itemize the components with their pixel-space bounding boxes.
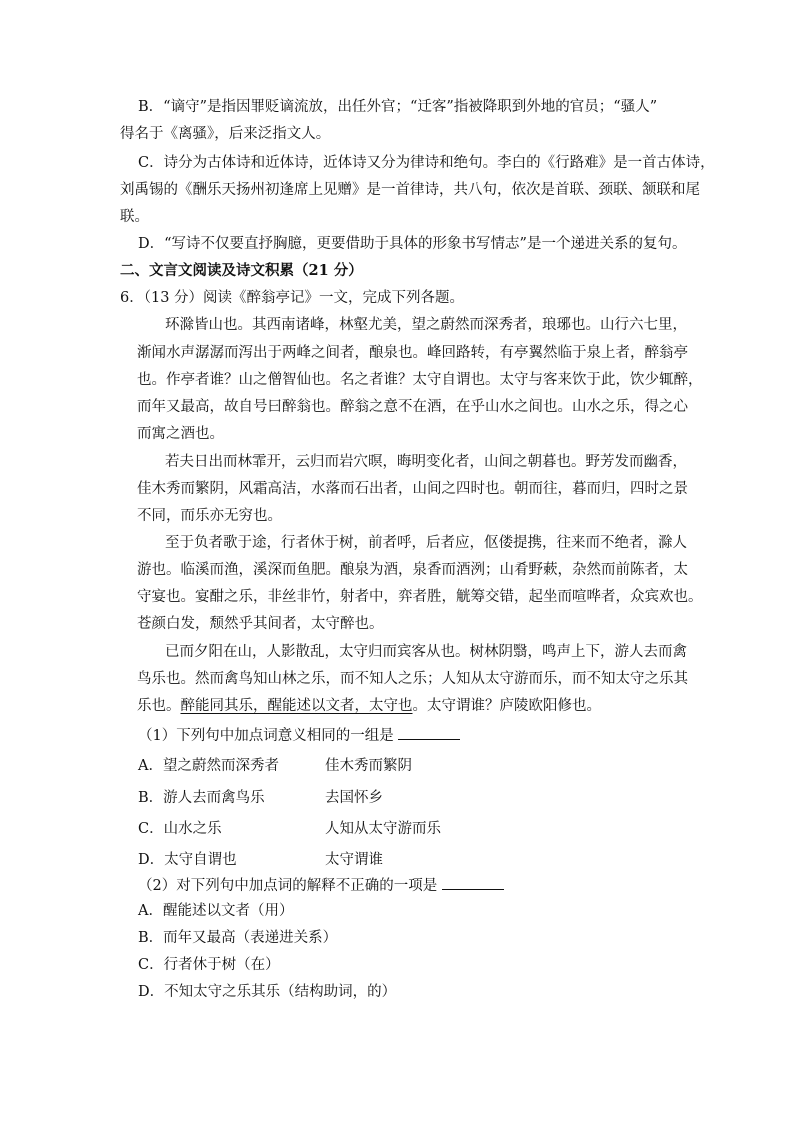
passage-line: 苍颜白发，颓然乎其间者，太守醉也。 <box>137 616 384 632</box>
question-6-intro: 6．（13 分）阅读《醉翁亭记》一文，完成下列各题。 <box>120 290 465 306</box>
option-d-line-1: D．“写诗不仅要直抒胸臆，更要借助于具体的形象书写情志”是一个递进关系的复句。 <box>138 236 687 252</box>
option-pair: 太守谓谁 <box>325 852 383 868</box>
answer-blank[interactable] <box>398 727 460 740</box>
option-label: C．山水之乐 <box>138 821 222 837</box>
option-row <box>138 848 237 869</box>
option-pair: 去国怀乡 <box>325 790 383 806</box>
passage-line-last <box>137 699 601 714</box>
option-label: D．太守自谓也 <box>138 852 237 868</box>
option-pair: 佳木秀而繁阴 <box>325 758 412 774</box>
option-row <box>138 817 222 838</box>
subquestion-2-stem: （2）对下列句中加点词的解释不正确的一项是 <box>138 877 504 894</box>
option-item: A．醒能述以文者（用） <box>138 903 294 919</box>
passage-text: 乐也。 <box>137 698 181 714</box>
option-item: D．不知太守之乐其乐（结构助词，的） <box>138 984 397 1000</box>
passage-text: 。太守谓谁？庐陵欧阳修也。 <box>412 698 601 714</box>
option-pair: 人知从太守游而乐 <box>325 821 441 837</box>
option-c-line-1: C．诗分为古体诗和近体诗，近体诗又分为律诗和绝句。李白的《行路难》是一首古体诗， <box>138 155 715 171</box>
option-b-line-2: 得名于《离骚》，后来泛指文人。 <box>120 126 331 142</box>
option-c-line-2: 刘禹锡的《酬乐天扬州初逢席上见赠》是一首律诗，共八句，依次是首联、颈联、颔联和尾 <box>120 182 700 198</box>
passage-line: 守宴也。宴酣之乐，非丝非竹，射者中，弈者胜，觥筹交错，起坐而喧哗者，众宾欢也。 <box>137 589 703 605</box>
passage-line: 至于负者歌于途，行者休于树，前者呼，后者应，伛偻提携，往来而不绝者，滁人 <box>165 535 687 551</box>
passage-line: 游也。临溪而渔，溪深而鱼肥。酿泉为酒，泉香而酒洌；山肴野蔌，杂然而前陈者，太 <box>137 562 688 578</box>
option-label: B．游人去而禽鸟乐 <box>138 790 265 806</box>
passage-line: 也。作亭者谁？山之僧智仙也。名之者谁？太守自谓也。太守与客来饮于此，饮少辄醉， <box>137 372 703 388</box>
passage-line: 渐闻水声潺潺而泻出于两峰之间者，酿泉也。峰回路转，有亭翼然临于泉上者，醉翁亭 <box>137 345 688 361</box>
answer-blank[interactable] <box>442 877 504 890</box>
passage-line: 不同，而乐亦无穷也。 <box>137 508 282 524</box>
passage-line: 若夫日出而林霏开，云归而岩穴暝，晦明变化者，山间之朝暮也。野芳发而幽香， <box>165 454 687 470</box>
section-heading: 二、文言文阅读及诗文积累（21 分） <box>120 262 363 279</box>
option-label: A．望之蔚然而深秀者 <box>138 758 279 774</box>
underlined-sentence: 醉能同其乐，醒能述以文者，太守也 <box>180 698 413 714</box>
option-row <box>138 754 279 775</box>
option-row <box>138 786 265 807</box>
passage-line: 佳木秀而繁阴，风霜高洁，水落而石出者，山间之四时也。朝而往，暮而归，四时之景 <box>137 481 688 497</box>
option-b-line-1: B．“谪守”是指因罪贬谪流放，出任外官；“迁客”指被降职到外地的官员；“骚人” <box>138 99 658 115</box>
subquestion-1-stem: （1）下列句中加点词意义相同的一组是 <box>138 727 460 744</box>
option-c-line-3: 联。 <box>120 209 149 225</box>
option-item: C．行者休于树（在） <box>138 957 280 973</box>
passage-line: 而寓之酒也。 <box>137 426 224 442</box>
passage-line: 已而夕阳在山，人影散乱，太守归而宾客从也。树林阴翳，鸣声上下，游人去而禽 <box>165 644 687 660</box>
passage-line: 而年又最高，故自号曰醉翁也。醉翁之意不在酒，在乎山水之间也。山水之乐，得之心 <box>137 399 688 415</box>
passage-line: 环滁皆山也。其西南诸峰，林壑尤美，望之蔚然而深秀者，琅琊也。山行六七里， <box>165 317 687 333</box>
option-item: B．而年又最高（表递进关系） <box>138 930 338 946</box>
passage-line: 鸟乐也。然而禽鸟知山林之乐，而不知人之乐；人知从太守游而乐，而不知太守之乐其 <box>137 671 688 687</box>
